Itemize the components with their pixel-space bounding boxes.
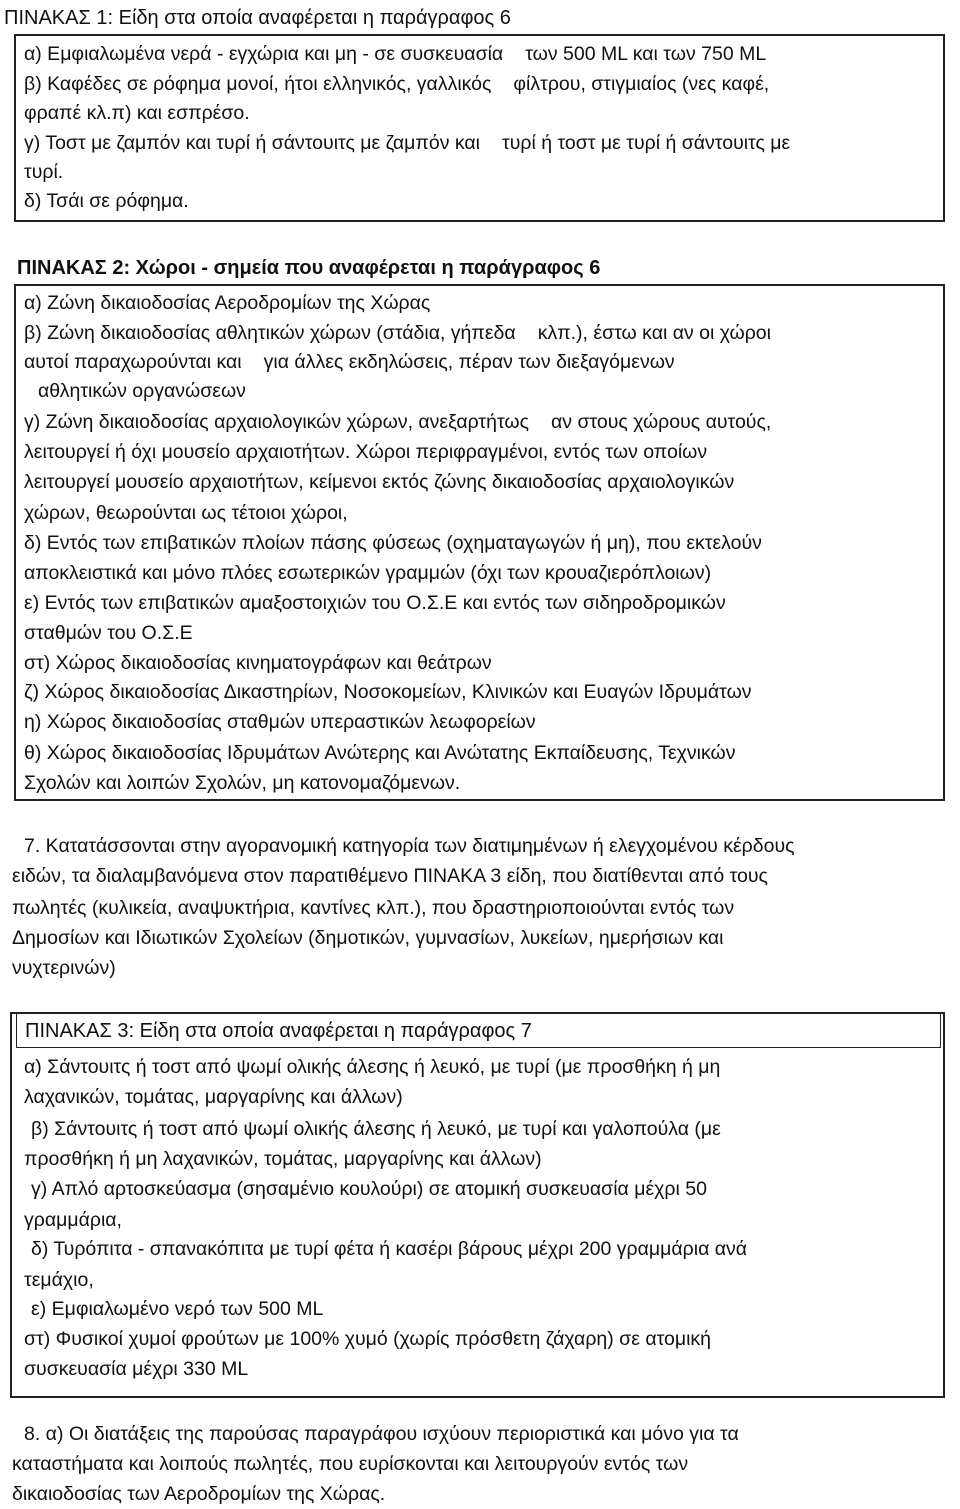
- paragraph8-line: 8. α) Οι διατάξεις της παρούσας παραγράφου ισχύουν περιοριστικά και μόνο για τα: [24, 1423, 739, 1445]
- table2-line: [24, 319, 771, 347]
- table2-line-text: ε) Εντός των επιβατικών αμαξοστοιχιών του Ο.Σ.Ε και εντός των σιδηροδρομικών: [24, 592, 726, 614]
- table2-line: [24, 649, 492, 677]
- table1-line-text: τυρί.: [24, 161, 64, 183]
- table2-line-text: λειτουργεί ή όχι μουσείο αρχαιοτήτων. Χώροι περιφραγμένοι, εντός των οποίων: [24, 441, 708, 463]
- table2-line: [24, 408, 771, 436]
- table1-line-text: δ) Τσάι σε ρόφημα.: [24, 190, 189, 212]
- table2-line: [24, 348, 675, 376]
- table2-line: [24, 559, 711, 587]
- table1-line: [24, 158, 63, 186]
- table2-line-text: α) Ζώνη δικαιοδοσίας Αεροδρομίων της Χώρας: [24, 292, 431, 314]
- table2-line-text: αν στους χώρους αυτούς,: [551, 411, 772, 433]
- table3-line: στ) Φυσικοί χυμοί φρούτων με 100% χυμό (χωρίς πρόσθετη ζάχαρη) σε ατομική: [24, 1328, 712, 1350]
- table2-line: [24, 769, 460, 797]
- table2-line: [24, 438, 707, 466]
- table3-line: β) Σάντουιτς ή τοστ από ψωμί ολικής άλεσης ή λευκό, με τυρί και γαλοπούλα (με: [31, 1118, 721, 1140]
- table1-line-text: α) Εμφιαλωμένα νερά - εγχώρια και μη - σε συσκευασία: [24, 43, 504, 65]
- table2-line-text: β) Ζώνη δικαιοδοσίας αθλητικών χώρων (στάδια, γήπεδα: [24, 322, 516, 344]
- table2-line: [24, 739, 735, 767]
- table2-line-text: ζ) Χώρος δικαιοδοσίας Δικαστηρίων, Νοσοκομείων, Κλινικών και Ευαγών Ιδρυμάτων: [24, 681, 752, 703]
- table1-line: [24, 187, 189, 215]
- table2-line: [24, 529, 762, 557]
- table2-line-text: κλπ.), έστω και αν οι χώροι: [537, 322, 771, 344]
- table2-line-text: θ) Χώρος δικαιοδοσίας Ιδρυμάτων Ανώτερης και Ανώτατης Εκπαίδευσης, Τεχνικών: [24, 742, 736, 764]
- table2-line: [24, 678, 752, 706]
- table3-line: προσθήκη ή μη λαχανικών, τομάτας, μαργαρίνης και άλλων): [24, 1148, 542, 1170]
- table3-line: δ) Τυρόπιτα - σπανακόπιτα με τυρί φέτα ή κασέρι βάρους μέχρι 200 γραμμάρια ανά: [31, 1238, 748, 1260]
- table3-title: ΠΙΝΑΚΑΣ 3: Είδη στα οποία αναφέρεται η παράγραφος 7: [25, 1020, 532, 1042]
- table2-line: [24, 589, 726, 617]
- paragraph7-line: νυχτερινών): [12, 957, 116, 979]
- table2-title: ΠΙΝΑΚΑΣ 2: Χώροι - σημεία που αναφέρεται η παράγραφος 6: [17, 257, 601, 279]
- paragraph8-line: δικαιοδοσίας των Αεροδρομίων της Χώρας.: [12, 1483, 386, 1505]
- table2-line-text: αποκλειστικά και μόνο πλόες εσωτερικών γραμμών (όχι των κρουαζιερόπλοιων): [24, 562, 712, 584]
- table2-line-text: γ) Ζώνη δικαιοδοσίας αρχαιολογικών χώρων, ανεξαρτήτως: [24, 411, 530, 433]
- paragraph8-line: καταστήματα και λοιπούς πωλητές, που ευρίσκονται και λειτουργούν εντός των: [12, 1453, 689, 1475]
- table2-line-text: στ) Χώρος δικαιοδοσίας κινηματογράφων και θεάτρων: [24, 652, 492, 674]
- table3-line: γραμμάρια,: [24, 1209, 122, 1231]
- table2-line-text: αθλητικών οργανώσεων: [38, 380, 246, 402]
- table3-line: ε) Εμφιαλωμένο νερό των 500 ML: [31, 1298, 324, 1320]
- table1-line: [24, 40, 766, 68]
- table1-line-text: β) Καφέδες σε ρόφημα μονοί, ήτοι ελληνικός, γαλλικός: [24, 73, 492, 95]
- paragraph7-line: ειδών, τα διαλαμβανόμενα στον παρατιθέμενο ΠΙΝΑΚΑ 3 είδη, που διατίθενται από τους: [12, 865, 768, 887]
- table2-line-text: λειτουργεί μουσείο αρχαιοτήτων, κείμενοι εκτός ζώνης δικαιοδοσίας αρχαιολογικών: [24, 471, 735, 493]
- table3-line: λαχανικών, τομάτας, μαργαρίνης και άλλων): [24, 1086, 403, 1108]
- table1-line-text: γ) Τοστ με ζαμπόν και τυρί ή σάντουιτς με ζαμπόν και: [24, 132, 481, 154]
- table3-line: γ) Απλό αρτοσκεύασμα (σησαμένιο κουλούρι) σε ατομική συσκευασία μέχρι 50: [31, 1178, 707, 1200]
- table2-line-text: δ) Εντός των επιβατικών πλοίων πάσης φύσεως (οχηματαγωγών ή μη), που εκτελούν: [24, 532, 762, 554]
- paragraph7-line: Δημοσίων και Ιδιωτικών Σχολείων (δημοτικών, γυμνασίων, λυκείων, ημερήσιων και: [12, 927, 724, 949]
- paragraph7-line: πωλητές (κυλικεία, αναψυκτήρια, καντίνες κλπ.), που δραστηριοποιούνται εντός των: [12, 897, 735, 919]
- table2-line: [24, 619, 193, 647]
- table2-line-text: αυτοί παραχωρούνται και: [24, 351, 242, 373]
- table1-line-text: των 500 ML και των 750 ML: [525, 43, 767, 65]
- paragraph7-line: 7. Κατατάσσονται στην αγορανομική κατηγορία των διατιμημένων ή ελεγχομένου κέρδους: [24, 835, 795, 857]
- table2-line-text: χώρων, θεωρούνται ως τέτοιοι χώροι,: [24, 502, 348, 524]
- table2-line-text: Σχολών και λοιπών Σχολών, μη κατονομαζόμενων.: [24, 772, 461, 794]
- table1-line-text: φίλτρου, στιγμιαίος (νες καφέ,: [513, 73, 770, 95]
- table2-line: [38, 377, 246, 405]
- table1-line: [24, 70, 769, 98]
- table3-line: συσκευασία μέχρι 330 ML: [24, 1358, 249, 1380]
- table1-line-text: τυρί ή τοστ με τυρί ή σάντουιτς με: [502, 132, 791, 154]
- table1-title: ΠΙΝΑΚΑΣ 1: Είδη στα οποία αναφέρεται η παράγραφος 6: [4, 7, 511, 29]
- table3-line: α) Σάντουιτς ή τοστ από ψωμί ολικής άλεσης ή λευκό, με τυρί (με προσθήκη ή μη: [24, 1056, 721, 1078]
- table2-line: [24, 289, 430, 317]
- table1-line: [24, 99, 250, 127]
- table1-line-text: φραπέ κλ.π) και εσπρέσο.: [24, 102, 250, 124]
- table1-line: [24, 129, 790, 157]
- table2-line-text: η) Χώρος δικαιοδοσίας σταθμών υπεραστικών λεωφορείων: [24, 711, 536, 733]
- table2-line-text: σταθμών του Ο.Σ.Ε: [24, 622, 193, 644]
- table3-line: τεμάχιο,: [24, 1269, 94, 1291]
- table2-line: [24, 708, 536, 736]
- table2-line-text: για άλλες εκδηλώσεις, πέραν των διεξαγόμενων: [263, 351, 675, 373]
- table2-line: [24, 499, 348, 527]
- table2-line: [24, 468, 734, 496]
